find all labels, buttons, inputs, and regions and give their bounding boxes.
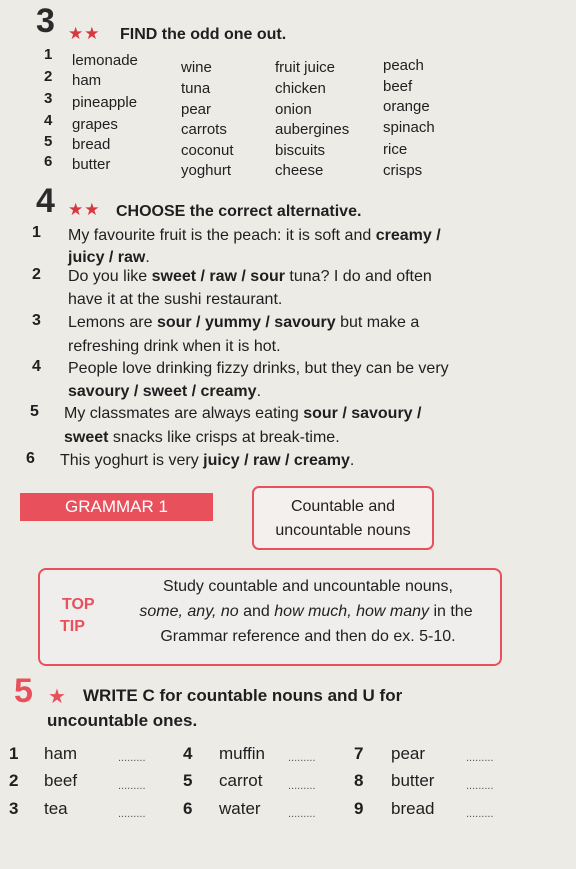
noun: muffin xyxy=(219,744,265,763)
answer-blank[interactable]: ......... xyxy=(466,752,494,764)
sentence-line: refreshing drink when it is hot. xyxy=(68,338,281,355)
noun: bread xyxy=(391,799,435,818)
word: aubergines xyxy=(275,121,350,138)
word: spinach xyxy=(383,119,435,136)
sentence-line: This yoghurt is very juicy / raw / creamy. xyxy=(60,452,355,469)
word: yoghurt xyxy=(181,162,232,179)
noun: tea xyxy=(44,799,68,818)
item-number: 4 xyxy=(183,744,193,763)
sentence-line: juicy / raw. xyxy=(68,249,150,266)
answer-blank[interactable]: ......... xyxy=(118,808,146,820)
item-number: 7 xyxy=(354,744,364,763)
exercise-4-number: 4 xyxy=(36,182,55,220)
item-number: 8 xyxy=(354,771,364,790)
word: butter xyxy=(72,156,111,173)
word: rice xyxy=(383,141,408,158)
sentence-line: Do you like sweet / raw / sour tuna? I do and often xyxy=(68,268,432,285)
row-number: 5 xyxy=(44,133,53,150)
exercise-5-number: 5 xyxy=(14,672,33,710)
answer-blank[interactable]: ......... xyxy=(118,780,146,792)
row-number: 3 xyxy=(44,90,53,107)
item-number: 1 xyxy=(32,224,41,241)
row-number: 4 xyxy=(44,112,53,129)
word: beef xyxy=(383,78,413,95)
word: tuna xyxy=(181,80,211,97)
item-number: 5 xyxy=(30,403,39,420)
exercise-4-stars: ★★ xyxy=(68,200,101,219)
item-number: 5 xyxy=(183,771,193,790)
sentence-line: have it at the sushi restaurant. xyxy=(68,291,283,308)
item-number: 2 xyxy=(32,266,41,283)
row-number: 2 xyxy=(44,68,53,85)
word: onion xyxy=(275,101,312,118)
exercise-5-title: WRITE C for countable nouns and U for xyxy=(83,686,403,705)
word: fruit juice xyxy=(275,59,336,76)
word: bread xyxy=(72,136,111,153)
answer-blank[interactable]: ......... xyxy=(466,808,494,820)
item-number: 2 xyxy=(9,771,19,790)
word: pear xyxy=(181,101,212,118)
noun: pear xyxy=(391,744,426,763)
word: coconut xyxy=(181,142,234,159)
exercise-3-title: FIND the odd one out. xyxy=(120,26,287,43)
answer-blank[interactable]: ......... xyxy=(288,752,316,764)
sentence-line: My favourite fruit is the peach: it is soft and creamy / xyxy=(68,227,441,244)
word: carrots xyxy=(181,121,227,138)
word: ham xyxy=(72,72,102,89)
word: wine xyxy=(181,59,212,76)
exercise-5-title-cont: uncountable ones. xyxy=(47,711,198,730)
answer-blank[interactable]: ......... xyxy=(288,808,316,820)
noun: carrot xyxy=(219,771,263,790)
sentence-line: savoury / sweet / creamy. xyxy=(68,383,262,400)
item-number: 6 xyxy=(183,799,193,818)
row-number: 6 xyxy=(44,153,53,170)
top-tip-label: TOP TIP xyxy=(60,596,95,635)
item-number: 9 xyxy=(354,799,364,818)
noun: ham xyxy=(44,744,78,763)
sentence-line: Lemons are sour / yummy / savoury but make a xyxy=(68,314,420,331)
word: crisps xyxy=(383,162,423,179)
item-number: 3 xyxy=(32,312,41,329)
word: chicken xyxy=(275,80,326,97)
noun: beef xyxy=(44,771,78,790)
word: biscuits xyxy=(275,142,326,159)
noun: water xyxy=(219,799,261,818)
word: peach xyxy=(383,57,424,74)
grammar-tab: GRAMMAR 1 xyxy=(20,493,213,521)
word: grapes xyxy=(72,116,118,133)
row-number: 1 xyxy=(44,46,53,63)
sentence-line: People love drinking fizzy drinks, but they can be very xyxy=(68,360,449,377)
sentence-line: sweet snacks like crisps at break-time. xyxy=(64,429,340,446)
exercise-4-title: CHOOSE the correct alternative. xyxy=(116,203,362,220)
exercise-3-stars: ★★ xyxy=(68,24,101,43)
top-tip-text: Study countable and uncountable nouns, some, any, no and how much, how many in the Grammar reference and then do ex. 5-10. xyxy=(139,578,473,645)
word: orange xyxy=(383,98,430,115)
grammar-topic-line: uncountable nouns xyxy=(275,522,411,539)
item-number: 1 xyxy=(9,744,19,763)
sentence-line: My classmates are always eating sour / savoury / xyxy=(64,405,422,422)
grammar-topic-box xyxy=(252,486,434,550)
grammar-topic-line: Countable and xyxy=(290,498,396,515)
word: cheese xyxy=(275,162,324,179)
word: lemonade xyxy=(72,52,138,69)
exercise-5-star: ★ xyxy=(48,686,66,708)
answer-blank[interactable]: ......... xyxy=(466,780,494,792)
noun: butter xyxy=(391,771,435,790)
item-number: 6 xyxy=(26,450,35,467)
item-number: 4 xyxy=(32,358,41,375)
answer-blank[interactable]: ......... xyxy=(288,780,316,792)
word: pineapple xyxy=(72,94,138,111)
exercise-3-number: 3 xyxy=(36,2,55,40)
item-number: 3 xyxy=(9,799,19,818)
answer-blank[interactable]: ......... xyxy=(118,752,146,764)
